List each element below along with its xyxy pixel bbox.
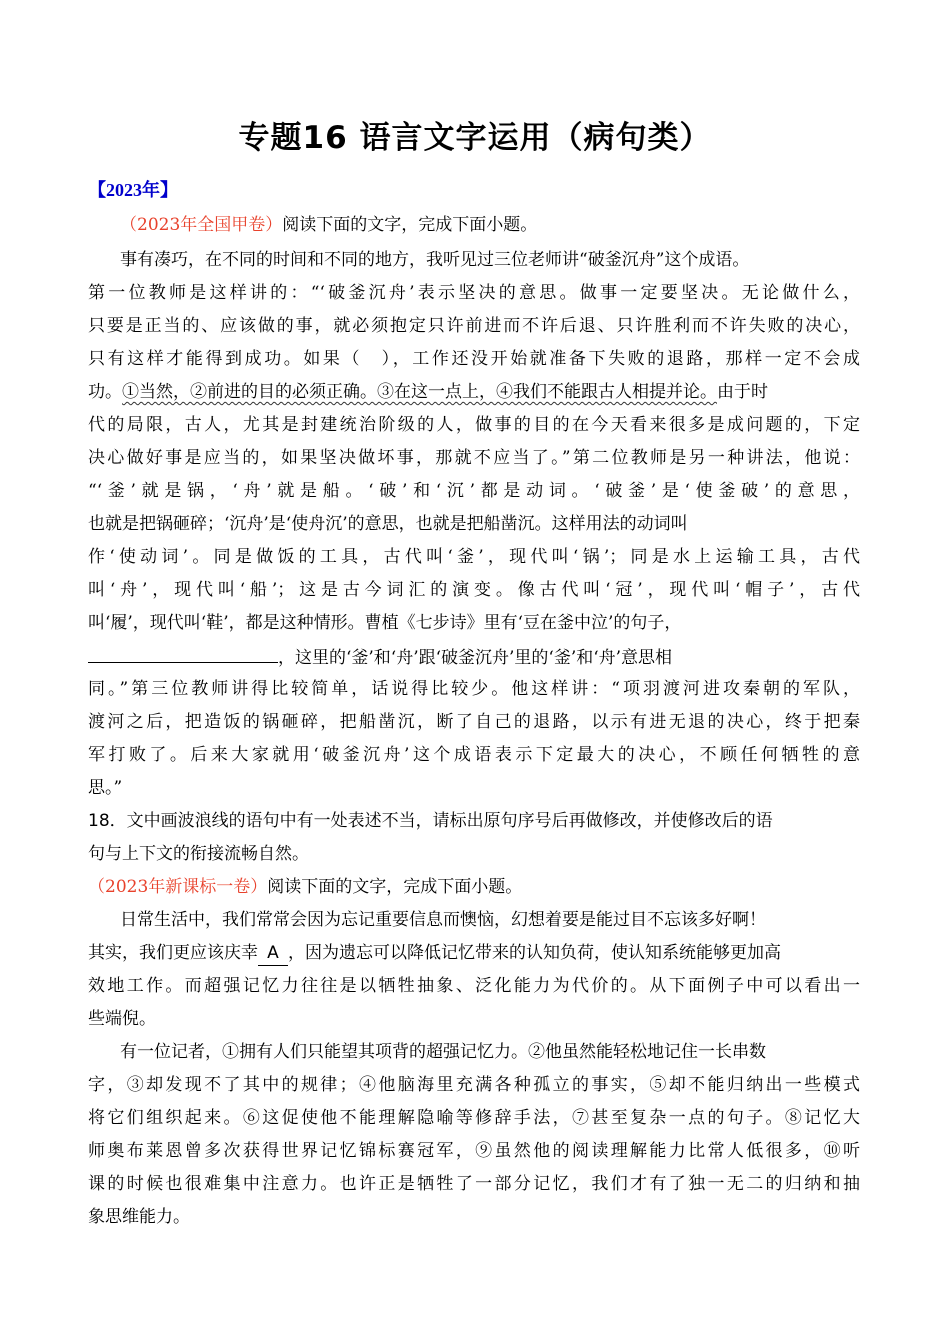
section2-intro: 阅读下面的文字，完成下面小题。: [267, 877, 523, 897]
passage1-line: 第一位教师是这样讲的：“‘破釜沉舟’表示坚决的意思。做事一定要坚决。无论做什么，: [88, 283, 860, 303]
question-18: 18．文中画波浪线的语句中有一处表述不当，请标出原句序号后再做修改，并使修改后的语: [88, 811, 773, 831]
passage1-line: 军打败了。后来大家就用‘破釜沉舟’这个成语表示下定最大的决心，不顾任何牺牲的意: [88, 745, 860, 765]
passage1-line: 作‘使动词’。同是做饭的工具，古代叫‘釜’，现代叫‘锅’；同是水上运输工具，古代: [88, 547, 860, 567]
passage1-line: 只要是正当的、应该做的事，就必须抱定只许前进而不许后退、只许胜利而不许失败的决心，: [88, 316, 860, 336]
passage1-text: 由于时: [717, 382, 768, 402]
section1-source: （2023年全国甲卷）: [120, 215, 283, 235]
passage1-line: 代的局限，古人，尤其是封建统治阶级的人，做事的目的在今天看来很多是成问题的，下定: [88, 415, 860, 435]
passage2-line: 字，③却发现不了其中的规律；④他脑海里充满各种孤立的事实，⑤却不能归纳出一些模式: [88, 1075, 860, 1095]
passage2-line: 效地工作。而超强记忆力往往是以牺牲抽象、泛化能力为代价的。从下面例子中可以看出一: [88, 976, 860, 996]
passage2-text: ，因为遗忘可以降低记忆带来的认知负荷，使认知系统能够更加高: [288, 943, 781, 963]
passage1-line-wavy: [88, 380, 768, 404]
passage2-line: 有一位记者，①拥有人们只能望其项背的超强记忆力。②他虽然能轻松地记住一长串数: [120, 1042, 766, 1062]
passage1-line: 事有凑巧，在不同的时间和不同的地方，我听见过三位老师讲“破釜沉舟”这个成语。: [120, 250, 750, 270]
passage1-line: 只有这样才能得到成功。如果（ ），工作还没开始就准备下失败的退路，那样一定不会成: [88, 349, 860, 369]
passage1-line: 同。”第三位教师讲得比较简单，话说得比较少。他这样讲：“项羽渡河进攻秦朝的军队，: [88, 679, 860, 699]
passage1-text: ，这里的‘釜’和‘舟’跟‘破釜沉舟’里的‘釜’和‘舟’意思相: [278, 648, 673, 668]
passage1-line: 也就是把锅砸碎；‘沉舟’是‘使舟沉’的意思，也就是把船凿沉。这样用法的动词叫: [88, 514, 688, 534]
passage2-line: 些端倪。: [88, 1009, 156, 1029]
section2-heading: [88, 875, 522, 899]
section1-intro: 阅读下面的文字，完成下面小题。: [282, 215, 538, 235]
passage1-line: 决心做好事是应当的，如果坚决做坏事，那就不应当了。”第二位教师是另一种讲法，他说：: [88, 448, 860, 468]
passage2-line: 课的时候也很难集中注意力。也许正是牺牲了一部分记忆，我们才有了独一无二的归纳和抽: [88, 1174, 860, 1194]
passage1-line: 思。”: [88, 778, 123, 798]
wavy-underlined-sentence: ①当然，②前进的目的必须正确。③在这一点上，④我们不能跟古人相提并论。: [122, 382, 717, 402]
question-18: 句与上下文的衔接流畅自然。: [88, 844, 309, 864]
year-header: 【2023年】: [88, 180, 178, 200]
passage1-line: 叫‘履’，现代叫‘鞋’，都是这种情形。曹植《七步诗》里有‘豆在釜中泣’的句子，: [88, 613, 682, 633]
passage2-line-blank: [88, 941, 781, 966]
passage2-line: 日常生活中，我们常常会因为忘记重要信息而懊恼，幻想着要是能过目不忘该多好啊！: [120, 910, 766, 930]
passage1-line: 渡河之后，把造饭的锅砸碎，把船凿沉，断了自己的退路，以示有进无退的决心，终于把秦: [88, 712, 860, 732]
passage2-text: 其实，我们更应该庆幸: [88, 943, 258, 963]
page-title: 专题16 语言文字运用（病句类）: [238, 120, 712, 156]
section1-heading: [120, 213, 537, 237]
blank-a: A: [258, 941, 288, 966]
passage1-line: “‘釜’就是锅，‘舟’就是船。‘破’和‘沉’都是动词。‘破釜’是‘使釜破’的意思，: [88, 481, 860, 501]
answer-blank: [88, 644, 278, 663]
passage2-line: 将它们组织起来。⑥这促使他不能理解隐喻等修辞手法，⑦甚至复杂一点的句子。⑧记忆大: [88, 1108, 860, 1128]
passage1-line-blank: [88, 644, 672, 670]
passage2-line: 象思维能力。: [88, 1207, 190, 1227]
passage2-line: 师奥布莱恩曾多次获得世界记忆锦标赛冠军，⑨虽然他的阅读理解能力比常人低很多，⑩听: [88, 1141, 860, 1161]
section2-source: （2023年新课标一卷）: [88, 877, 268, 897]
passage1-line: 叫‘舟’，现代叫‘船’；这是古今词汇的演变。像古代叫‘冠’，现代叫‘帽子’，古代: [88, 580, 860, 600]
passage1-text: 功。: [88, 382, 122, 402]
